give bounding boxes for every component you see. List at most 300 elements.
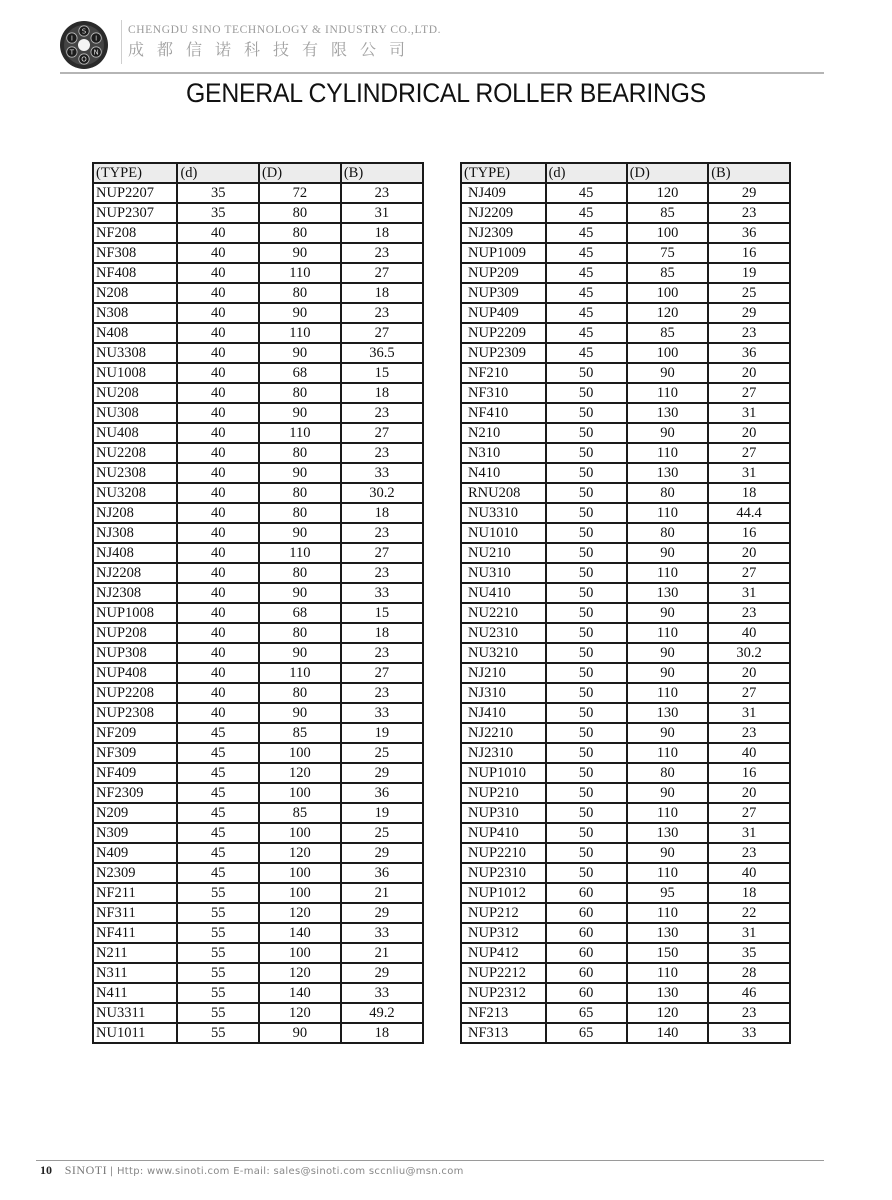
cell-outer-D: 140 [259,983,341,1003]
cell-bore-d: 40 [177,643,259,663]
cell-type: N210 [461,423,546,443]
cell-outer-D: 90 [259,1023,341,1043]
cell-bore-d: 50 [546,443,627,463]
cell-type: NF213 [461,1003,546,1023]
cell-width-B: 36 [341,863,423,883]
table-row [93,503,423,523]
table-row [461,343,790,363]
cell-width-B: 27 [341,663,423,683]
cell-bore-d: 45 [546,343,627,363]
table-header-row [461,163,790,183]
table-row [461,983,790,1003]
table-row [461,663,790,683]
table-row [93,803,423,823]
cell-bore-d: 45 [177,823,259,843]
cell-bore-d: 45 [546,303,627,323]
cell-width-B: 18 [341,383,423,403]
cell-type: NF211 [93,883,177,903]
cell-width-B: 20 [708,663,790,683]
table-row [93,683,423,703]
cell-bore-d: 65 [546,1003,627,1023]
cell-outer-D: 140 [627,1023,708,1043]
cell-bore-d: 45 [177,723,259,743]
cell-outer-D: 120 [259,843,341,863]
cell-type: NF208 [93,223,177,243]
cell-outer-D: 100 [627,283,708,303]
table-row [93,563,423,583]
cell-bore-d: 45 [546,223,627,243]
table-row [461,563,790,583]
cell-type: NUP1008 [93,603,177,623]
cell-outer-D: 120 [259,763,341,783]
cell-bore-d: 50 [546,743,627,763]
table-row [93,443,423,463]
table-row [461,383,790,403]
table-row [93,203,423,223]
table-row [93,543,423,563]
cell-type: NF311 [93,903,177,923]
cell-outer-D: 85 [627,323,708,343]
cell-type: NU410 [461,583,546,603]
cell-bore-d: 40 [177,703,259,723]
cell-bore-d: 40 [177,603,259,623]
cell-bore-d: 50 [546,523,627,543]
cell-type: N308 [93,303,177,323]
cell-outer-D: 110 [627,803,708,823]
table-row [93,583,423,603]
cell-outer-D: 80 [627,523,708,543]
logo-letter: I [95,34,98,43]
cell-type: NJ2309 [461,223,546,243]
cell-outer-D: 110 [259,663,341,683]
cell-outer-D: 130 [627,983,708,1003]
cell-width-B: 23 [708,723,790,743]
cell-outer-D: 150 [627,943,708,963]
cell-outer-D: 80 [259,683,341,703]
cell-type: NUP1010 [461,763,546,783]
cell-type: NF209 [93,723,177,743]
cell-bore-d: 50 [546,843,627,863]
table-row [93,343,423,363]
table-row [93,403,423,423]
cell-width-B: 36.5 [341,343,423,363]
cell-type: NJ2209 [461,203,546,223]
cell-width-B: 27 [708,683,790,703]
footer-contact: | Http: www.sinoti.com E-mail: sales@sinoti.com sccnliu@msn.com [109,1166,464,1177]
cell-width-B: 27 [708,563,790,583]
cell-bore-d: 35 [177,183,259,203]
cell-type: NUP2209 [461,323,546,343]
cell-type: NF411 [93,923,177,943]
cell-bore-d: 50 [546,663,627,683]
cell-outer-D: 100 [259,883,341,903]
cell-width-B: 20 [708,783,790,803]
cell-outer-D: 110 [259,323,341,343]
cell-width-B: 28 [708,963,790,983]
cell-outer-D: 110 [627,623,708,643]
cell-outer-D: 120 [259,1003,341,1023]
table-row [93,283,423,303]
table-row [461,443,790,463]
table-row [461,503,790,523]
cell-type: NU308 [93,403,177,423]
cell-type: NUP1012 [461,883,546,903]
table-row [461,263,790,283]
cell-type: NUP209 [461,263,546,283]
cell-type: NU3208 [93,483,177,503]
cell-type: NUP2312 [461,983,546,1003]
cell-width-B: 23 [341,523,423,543]
cell-outer-D: 100 [259,783,341,803]
table-row [93,363,423,383]
table-row [93,223,423,243]
cell-type: NU1010 [461,523,546,543]
cell-width-B: 35 [708,943,790,963]
cell-width-B: 29 [708,303,790,323]
cell-width-B: 30.2 [341,483,423,503]
cell-width-B: 20 [708,423,790,443]
cell-type: N209 [93,803,177,823]
cell-bore-d: 45 [546,203,627,223]
table-row [93,643,423,663]
cell-width-B: 25 [341,743,423,763]
cell-bore-d: 45 [546,323,627,343]
cell-type: NU3308 [93,343,177,363]
cell-outer-D: 85 [627,263,708,283]
cell-type: NJ2208 [93,563,177,583]
cell-type: N211 [93,943,177,963]
table-row [461,943,790,963]
cell-type: NU2310 [461,623,546,643]
logo-letter: N [93,48,99,57]
cell-bore-d: 40 [177,663,259,683]
cell-outer-D: 100 [259,943,341,963]
table-row [93,703,423,723]
cell-type: NF309 [93,743,177,763]
cell-width-B: 31 [708,583,790,603]
cell-bore-d: 50 [546,583,627,603]
table-row [93,763,423,783]
cell-width-B: 36 [708,223,790,243]
cell-width-B: 40 [708,863,790,883]
cell-outer-D: 100 [259,823,341,843]
cell-bore-d: 50 [546,563,627,583]
cell-width-B: 18 [341,283,423,303]
bearing-table-right [460,162,791,1044]
cell-type: N310 [461,443,546,463]
cell-bore-d: 45 [177,803,259,823]
table-row [93,963,423,983]
cell-outer-D: 130 [627,823,708,843]
cell-width-B: 27 [341,543,423,563]
cell-bore-d: 55 [177,983,259,1003]
cell-bore-d: 50 [546,723,627,743]
table-row [461,883,790,903]
cell-bore-d: 40 [177,403,259,423]
cell-width-B: 18 [708,483,790,503]
cell-type: N309 [93,823,177,843]
table-row [461,703,790,723]
cell-width-B: 33 [341,463,423,483]
cell-bore-d: 40 [177,523,259,543]
cell-width-B: 18 [341,623,423,643]
cell-type: NF409 [93,763,177,783]
cell-bore-d: 60 [546,883,627,903]
table-row [461,1023,790,1043]
cell-outer-D: 140 [259,923,341,943]
table-row [461,863,790,883]
table-row [461,483,790,503]
cell-bore-d: 55 [177,1023,259,1043]
cell-type: NU3210 [461,643,546,663]
table-row [461,683,790,703]
cell-width-B: 30.2 [708,643,790,663]
cell-type: NUP309 [461,283,546,303]
cell-width-B: 23 [341,303,423,323]
cell-bore-d: 40 [177,363,259,383]
cell-width-B: 27 [708,443,790,463]
cell-bore-d: 40 [177,463,259,483]
cell-bore-d: 55 [177,883,259,903]
cell-width-B: 27 [341,263,423,283]
cell-bore-d: 45 [177,863,259,883]
cell-outer-D: 90 [627,843,708,863]
cell-type: NJ308 [93,523,177,543]
cell-bore-d: 50 [546,543,627,563]
page-number: 10 [40,1163,52,1177]
cell-width-B: 33 [341,983,423,1003]
cell-width-B: 19 [708,263,790,283]
cell-outer-D: 68 [259,603,341,623]
cell-width-B: 23 [708,843,790,863]
cell-type: N409 [93,843,177,863]
cell-type: NUP2212 [461,963,546,983]
cell-bore-d: 60 [546,943,627,963]
cell-type: NUP212 [461,903,546,923]
column-header-outer-D: (D) [627,163,708,183]
cell-outer-D: 90 [259,343,341,363]
cell-outer-D: 95 [627,883,708,903]
page-footer [40,1163,464,1178]
cell-width-B: 16 [708,523,790,543]
cell-outer-D: 90 [259,463,341,483]
cell-outer-D: 90 [627,543,708,563]
cell-width-B: 23 [708,323,790,343]
cell-type: NUP210 [461,783,546,803]
cell-outer-D: 130 [627,923,708,943]
cell-outer-D: 120 [627,303,708,323]
cell-type: NUP1009 [461,243,546,263]
cell-width-B: 16 [708,763,790,783]
cell-outer-D: 110 [627,383,708,403]
cell-width-B: 18 [341,503,423,523]
column-header-outer-D: (D) [259,163,341,183]
cell-type: NUP312 [461,923,546,943]
cell-width-B: 21 [341,943,423,963]
cell-outer-D: 130 [627,583,708,603]
cell-type: NUP408 [93,663,177,683]
logo-letter: S [81,27,87,36]
cell-width-B: 33 [341,923,423,943]
cell-bore-d: 40 [177,283,259,303]
cell-type: NJ310 [461,683,546,703]
table-row [461,323,790,343]
cell-bore-d: 40 [177,503,259,523]
cell-width-B: 22 [708,903,790,923]
cell-width-B: 25 [341,823,423,843]
cell-outer-D: 90 [627,423,708,443]
cell-bore-d: 45 [546,263,627,283]
cell-outer-D: 100 [259,863,341,883]
cell-outer-D: 90 [259,583,341,603]
table-row [461,203,790,223]
cell-outer-D: 130 [627,703,708,723]
cell-type: N311 [93,963,177,983]
table-row [93,463,423,483]
cell-bore-d: 65 [546,1023,627,1043]
cell-bore-d: 40 [177,263,259,283]
cell-bore-d: 50 [546,383,627,403]
bearing-logo-icon [59,20,109,70]
cell-outer-D: 110 [627,563,708,583]
cell-outer-D: 110 [627,443,708,463]
cell-outer-D: 110 [259,543,341,563]
cell-type: NUP2310 [461,863,546,883]
cell-bore-d: 40 [177,683,259,703]
cell-outer-D: 100 [627,343,708,363]
cell-outer-D: 90 [259,703,341,723]
cell-bore-d: 50 [546,623,627,643]
cell-type: NJ210 [461,663,546,683]
cell-outer-D: 110 [627,503,708,523]
cell-width-B: 23 [341,443,423,463]
cell-width-B: 27 [708,803,790,823]
cell-type: NU2308 [93,463,177,483]
cell-width-B: 20 [708,363,790,383]
cell-type: N208 [93,283,177,303]
cell-type: NUP308 [93,643,177,663]
cell-outer-D: 110 [259,423,341,443]
cell-outer-D: 90 [259,303,341,323]
cell-bore-d: 60 [546,983,627,1003]
cell-width-B: 29 [341,763,423,783]
footer-brand: SINOTI [64,1163,108,1177]
cell-outer-D: 90 [259,403,341,423]
table-row [461,1003,790,1023]
cell-width-B: 44.4 [708,503,790,523]
cell-bore-d: 50 [546,803,627,823]
cell-outer-D: 130 [627,463,708,483]
cell-width-B: 23 [708,1003,790,1023]
table-row [93,523,423,543]
cell-outer-D: 90 [627,363,708,383]
table-row [461,423,790,443]
cell-type: NU3311 [93,1003,177,1023]
cell-type: NJ408 [93,543,177,563]
cell-outer-D: 80 [259,383,341,403]
table-row [93,663,423,683]
cell-type: NF410 [461,403,546,423]
cell-width-B: 31 [708,463,790,483]
cell-type: NUP2308 [93,703,177,723]
cell-outer-D: 80 [259,443,341,463]
company-name-english: CHENGDU SINO TECHNOLOGY & INDUSTRY CO.,LTD. [128,24,442,36]
table-row [461,723,790,743]
cell-outer-D: 80 [259,563,341,583]
cell-bore-d: 50 [546,643,627,663]
cell-bore-d: 50 [546,423,627,443]
table-row [461,403,790,423]
page-header [0,0,892,80]
cell-outer-D: 90 [259,643,341,663]
table-row [461,623,790,643]
cell-outer-D: 90 [627,663,708,683]
cell-outer-D: 90 [259,523,341,543]
column-header-width-B: (B) [708,163,790,183]
table-row [93,383,423,403]
cell-type: NJ2210 [461,723,546,743]
column-header-width-B: (B) [341,163,423,183]
cell-bore-d: 45 [546,283,627,303]
table-row [93,1023,423,1043]
table-row [461,583,790,603]
cell-width-B: 19 [341,723,423,743]
table-row [93,1003,423,1023]
cell-bore-d: 40 [177,423,259,443]
header-divider [121,20,122,64]
table-row [461,463,790,483]
cell-width-B: 15 [341,363,423,383]
cell-bore-d: 50 [546,823,627,843]
table-row [93,863,423,883]
table-row [461,603,790,623]
cell-outer-D: 90 [259,243,341,263]
column-header-bore-d: (d) [177,163,259,183]
cell-width-B: 29 [341,903,423,923]
table-row [93,823,423,843]
cell-outer-D: 90 [627,603,708,623]
cell-bore-d: 45 [177,743,259,763]
table-row [93,243,423,263]
cell-bore-d: 40 [177,383,259,403]
cell-type: NU1011 [93,1023,177,1043]
cell-bore-d: 45 [177,783,259,803]
table-row [461,303,790,323]
cell-bore-d: 40 [177,323,259,343]
cell-type: NUP410 [461,823,546,843]
table-row [461,923,790,943]
company-name-chinese: 成都信诺科技有限公司 [128,40,419,59]
cell-bore-d: 60 [546,903,627,923]
table-row [461,803,790,823]
cell-width-B: 27 [708,383,790,403]
cell-type: NU1008 [93,363,177,383]
cell-outer-D: 90 [627,643,708,663]
cell-width-B: 36 [708,343,790,363]
cell-bore-d: 45 [177,763,259,783]
cell-outer-D: 110 [627,903,708,923]
cell-outer-D: 80 [259,203,341,223]
table-row [461,183,790,203]
cell-type: NUP2208 [93,683,177,703]
cell-type: NUP2309 [461,343,546,363]
cell-bore-d: 40 [177,223,259,243]
cell-outer-D: 130 [627,403,708,423]
cell-bore-d: 55 [177,1003,259,1023]
cell-outer-D: 72 [259,183,341,203]
table-row [93,623,423,643]
cell-bore-d: 40 [177,583,259,603]
